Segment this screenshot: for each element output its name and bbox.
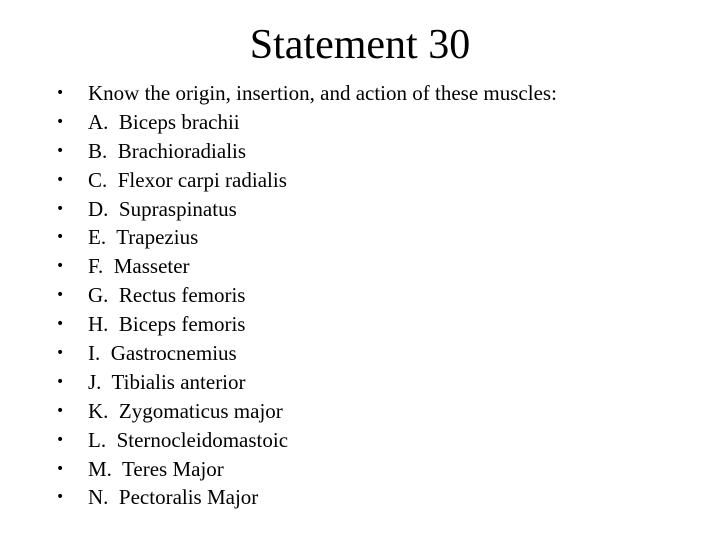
slide-title: Statement 30	[249, 22, 471, 68]
bullet-icon: •	[56, 287, 65, 304]
bullet-icon: •	[56, 489, 65, 506]
list-item	[56, 310, 557, 339]
bullet-icon: •	[56, 200, 65, 217]
list-item-text: F. Masseter	[88, 254, 190, 279]
list-item	[56, 339, 557, 368]
list-item-text: G. Rectus femoris	[88, 283, 246, 308]
bullet-icon: •	[56, 373, 65, 390]
list-item-text: N. Pectoralis Major	[88, 485, 259, 510]
list-item-text: J. Tibialis anterior	[88, 369, 246, 394]
bullet-icon: •	[56, 460, 65, 477]
list-item	[56, 281, 557, 310]
list-item-text: I. Gastrocnemius	[88, 341, 237, 366]
list-item-text: Know the origin, insertion, and action of these muscles:	[88, 81, 557, 105]
list-item-text: E. Trapezius	[88, 225, 199, 250]
list-item	[56, 195, 557, 224]
bullet-icon: •	[56, 142, 65, 159]
list-item-text: B. Brachioradialis	[88, 138, 247, 163]
list-item	[56, 166, 557, 195]
bullet-icon: •	[56, 258, 65, 275]
bullet-icon: •	[56, 171, 65, 188]
list-item	[56, 455, 557, 484]
bullet-icon: •	[56, 345, 65, 362]
bullet-icon: •	[56, 229, 65, 246]
list-item-text: M. Teres Major	[88, 456, 224, 481]
list-item	[56, 368, 557, 397]
bullet-icon: •	[56, 85, 65, 101]
list-item-text: K. Zygomaticus major	[88, 398, 283, 423]
bullet-icon: •	[56, 431, 65, 448]
bullet-icon: •	[56, 316, 65, 333]
list-item	[56, 252, 557, 281]
bullet-icon: •	[56, 113, 65, 130]
list-item	[56, 79, 557, 108]
list-item-text: A. Biceps brachii	[88, 109, 240, 134]
list-item-text: C. Flexor carpi radialis	[88, 167, 287, 192]
list-item	[56, 426, 557, 455]
list-item	[56, 108, 557, 137]
list-item	[56, 223, 557, 252]
list-item-text: H. Biceps femoris	[88, 312, 246, 337]
list-item	[56, 397, 557, 426]
list-item	[56, 483, 557, 512]
bullet-list	[56, 79, 557, 512]
list-item-text: D. Supraspinatus	[88, 196, 237, 221]
list-item-text: L. Sternocleidomastoic	[88, 427, 289, 452]
list-item	[56, 137, 557, 166]
bullet-icon: •	[56, 402, 65, 419]
